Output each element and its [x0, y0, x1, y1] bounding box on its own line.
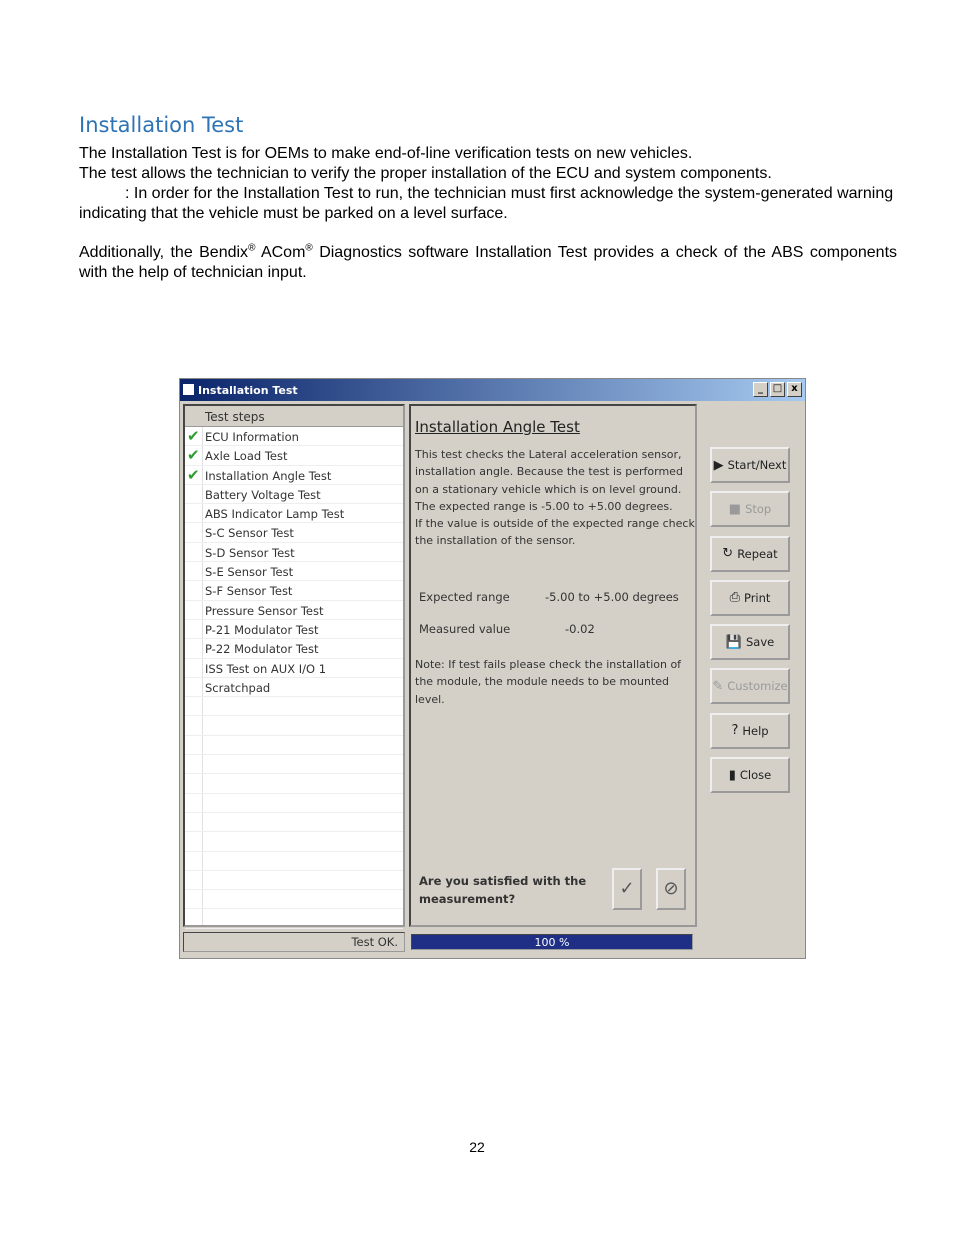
- customize-button[interactable]: [710, 668, 790, 704]
- test-step-item[interactable]: [185, 523, 403, 542]
- test-step-label: S-F Sensor Test: [205, 584, 293, 599]
- test-step-item[interactable]: [185, 446, 403, 465]
- repeat-button[interactable]: [710, 536, 790, 572]
- maximize-button[interactable]: □: [770, 382, 785, 397]
- close-icon: ▮: [728, 767, 736, 783]
- check-icon: ✔: [187, 465, 200, 484]
- test-step-label: Installation Angle Test: [205, 468, 332, 483]
- repeat-icon: ↻: [722, 546, 734, 562]
- empty-row: [185, 871, 403, 890]
- start-next-button[interactable]: [710, 447, 790, 483]
- test-step-item[interactable]: [185, 581, 403, 600]
- accept-measurement-button[interactable]: [612, 868, 642, 910]
- window-app-icon: [183, 384, 194, 395]
- progress-bar: [411, 934, 693, 950]
- empty-row: [185, 755, 403, 774]
- action-buttons: [710, 447, 790, 801]
- intro-line-3: : In order for the Installation Test to run, the technician must first acknowledge the system-generated warning indicating that the vehicle must be parked on a level surface.: [79, 185, 894, 222]
- customize-icon: ✎: [712, 678, 724, 694]
- test-step-item[interactable]: [185, 543, 403, 562]
- test-steps-list: [183, 404, 405, 927]
- measured-value-label: Measured value: [419, 622, 511, 636]
- test-step-label: Battery Voltage Test: [205, 487, 321, 502]
- test-step-label: S-C Sensor Test: [205, 526, 294, 541]
- test-step-item[interactable]: [185, 639, 403, 658]
- intro-line-2: The test allows the technician to verify the proper installation of the ECU and system components.: [79, 165, 772, 182]
- test-step-item[interactable]: [185, 504, 403, 523]
- test-step-item[interactable]: [185, 562, 403, 581]
- test-step-label: ABS Indicator Lamp Test: [205, 507, 345, 522]
- stop-button[interactable]: [710, 491, 790, 527]
- start-next-icon: ▶: [713, 457, 724, 473]
- close-button[interactable]: [710, 757, 790, 793]
- help-icon: ?: [731, 723, 739, 739]
- intro-paragraph: [79, 144, 897, 224]
- test-step-item[interactable]: [185, 466, 403, 485]
- status-text: Test OK.: [351, 935, 398, 949]
- detail-description: This test checks the Lateral acceleration sensor, installation angle. Because the test is performed on a stationary vehicle which is on level ground. The expected range is -5.00 to +5.00 degrees. If the value is outside of the expected range check the installation of the sensor.: [415, 448, 695, 548]
- button-label: Customize: [727, 679, 788, 694]
- button-label: Help: [742, 723, 769, 738]
- test-steps-header: Test steps: [185, 406, 403, 427]
- empty-row: [185, 813, 403, 832]
- save-icon: 💾: [725, 634, 742, 650]
- section-heading: Installation Test: [79, 113, 244, 137]
- intro-line-1: The Installation Test is for OEMs to make end-of-line verification tests on new vehicles.: [79, 145, 693, 162]
- detail-note: Note: If test fails please check the installation of the module, the module needs to be mounted level.: [415, 658, 682, 706]
- button-label: Save: [745, 635, 775, 650]
- empty-row: [185, 909, 403, 928]
- test-step-item[interactable]: [185, 659, 403, 678]
- empty-row: [185, 794, 403, 813]
- minimize-button[interactable]: _: [753, 382, 768, 397]
- measured-value-row: [419, 622, 595, 636]
- test-step-item[interactable]: [185, 678, 403, 697]
- expected-range-row: [419, 590, 679, 604]
- test-step-item[interactable]: [185, 427, 403, 446]
- expected-range-label: Expected range: [419, 590, 510, 604]
- test-step-label: Scratchpad: [205, 680, 271, 695]
- button-label: Repeat: [737, 546, 778, 561]
- check-icon: ✔: [187, 427, 200, 445]
- test-step-label: P-21 Modulator Test: [205, 622, 319, 637]
- detail-title: Installation Angle Test: [415, 418, 580, 436]
- prohibited-icon: ⊘: [663, 878, 679, 899]
- test-step-item[interactable]: [185, 620, 403, 639]
- empty-row: [185, 736, 403, 755]
- test-step-item[interactable]: [185, 485, 403, 504]
- window-titlebar[interactable]: [180, 379, 805, 401]
- window-title: Installation Test: [198, 384, 298, 397]
- test-step-label: P-22 Modulator Test: [205, 642, 319, 657]
- check-icon: ✔: [187, 446, 200, 465]
- test-detail-panel: [409, 404, 697, 927]
- test-step-label: S-E Sensor Test: [205, 565, 294, 580]
- empty-row: [185, 852, 403, 871]
- status-bar: [183, 932, 405, 952]
- test-step-label: ISS Test on AUX I/O 1: [205, 661, 327, 676]
- test-step-item[interactable]: [185, 601, 403, 620]
- print-icon: ⎙: [729, 590, 740, 606]
- additional-paragraph: Additionally, the Bendix® ACom® Diagnostics software Installation Test provides a check of the ABS components with the help of technician input.: [79, 242, 898, 281]
- expected-range-value: -5.00 to +5.00 degrees: [545, 590, 679, 604]
- empty-row: [185, 832, 403, 851]
- test-step-label: Pressure Sensor Test: [205, 603, 324, 618]
- window-close-button[interactable]: x: [787, 382, 802, 397]
- empty-row: [185, 716, 403, 735]
- button-label: Close: [739, 768, 772, 783]
- button-label: Print: [743, 590, 771, 605]
- progress-label: 100 %: [534, 936, 570, 949]
- empty-row: [185, 697, 403, 716]
- empty-row: [185, 890, 403, 909]
- help-button[interactable]: [710, 713, 790, 749]
- checkmark-icon: ✓: [619, 878, 635, 899]
- test-step-label: S-D Sensor Test: [205, 545, 295, 560]
- button-label: Start/Next: [727, 458, 787, 472]
- stop-icon: ■: [728, 501, 742, 517]
- empty-row: [185, 774, 403, 793]
- test-step-label: Axle Load Test: [205, 449, 288, 464]
- installation-test-window: [179, 378, 806, 959]
- satisfaction-question: Are you satisfied with the measurement?: [419, 874, 587, 906]
- page-number: 22: [469, 1139, 485, 1155]
- save-button[interactable]: [710, 624, 790, 660]
- button-label: Stop: [745, 502, 772, 517]
- reject-measurement-button[interactable]: [656, 868, 686, 910]
- measured-value: -0.02: [565, 622, 595, 636]
- test-step-label: ECU Information: [205, 430, 299, 444]
- print-button[interactable]: [710, 580, 790, 616]
